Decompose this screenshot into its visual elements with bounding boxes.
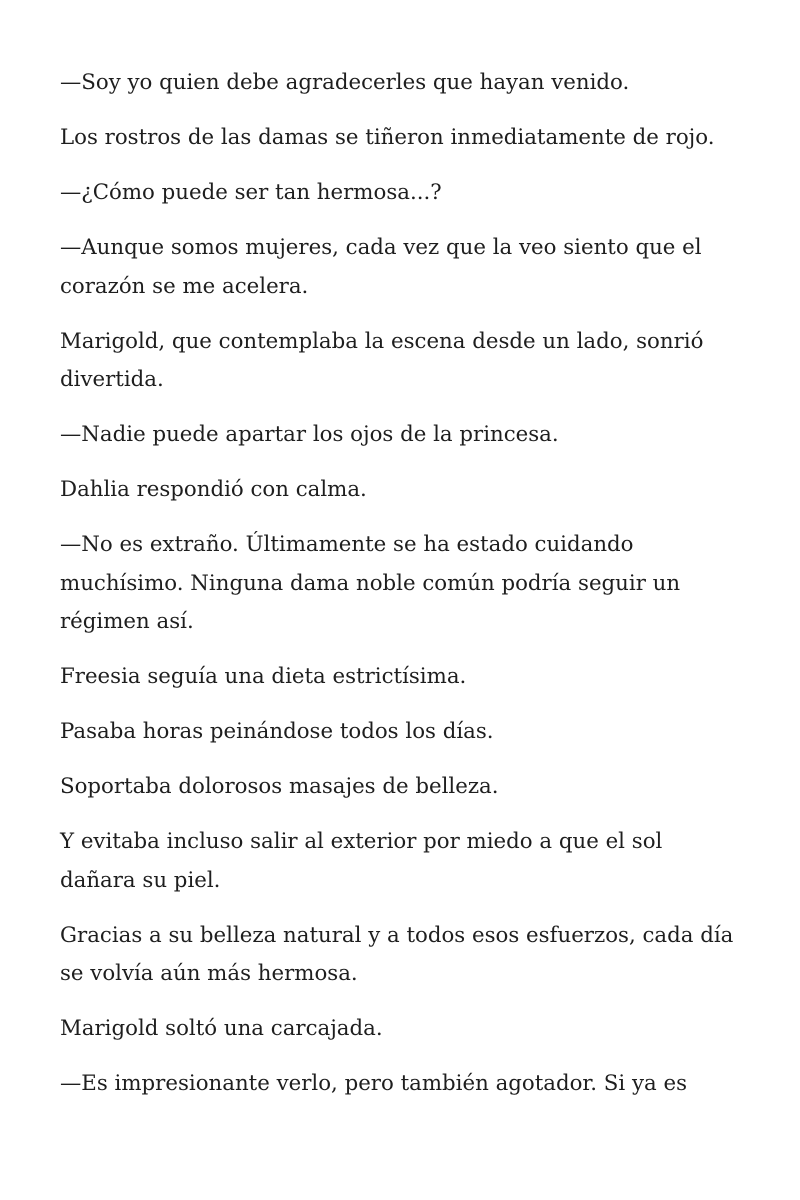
paragraph: Marigold, que contemplaba la escena desde un lado, sonrió divertida. [60, 328, 704, 392]
document-body [60, 64, 740, 1120]
paragraph: Y evitaba incluso salir al exterior por miedo a que el sol dañara su piel. [60, 829, 663, 893]
paragraph: Pasaba horas peinándose todos los días. [60, 719, 494, 744]
paragraph: —Soy yo quien debe agradecerles que hayan venido. [60, 70, 630, 95]
paragraph: Dahlia respondió con calma. [60, 477, 367, 502]
paragraph: Gracias a su belleza natural y a todos esos esfuerzos, cada día se volvía aún más hermosa. [60, 922, 734, 986]
paragraph: Freesia seguía una dieta estrictísima. [60, 664, 467, 689]
paragraph: —¿Cómo puede ser tan hermosa...? [60, 180, 442, 205]
paragraph: Marigold soltó una carcajada. [60, 1016, 383, 1041]
paragraph: —Es impresionante verlo, pero también agotador. Si ya es [60, 1071, 688, 1096]
paragraph: —No es extraño. Últimamente se ha estado cuidando muchísimo. Ninguna dama noble común podría seguir un régimen así. [60, 532, 681, 634]
paragraph: —Nadie puede apartar los ojos de la princesa. [60, 422, 559, 447]
paragraph: Soportaba dolorosos masajes de belleza. [60, 774, 499, 799]
paragraph: Los rostros de las damas se tiñeron inmediatamente de rojo. [60, 125, 715, 150]
paragraph: —Aunque somos mujeres, cada vez que la veo siento que el corazón se me acelera. [60, 235, 702, 299]
